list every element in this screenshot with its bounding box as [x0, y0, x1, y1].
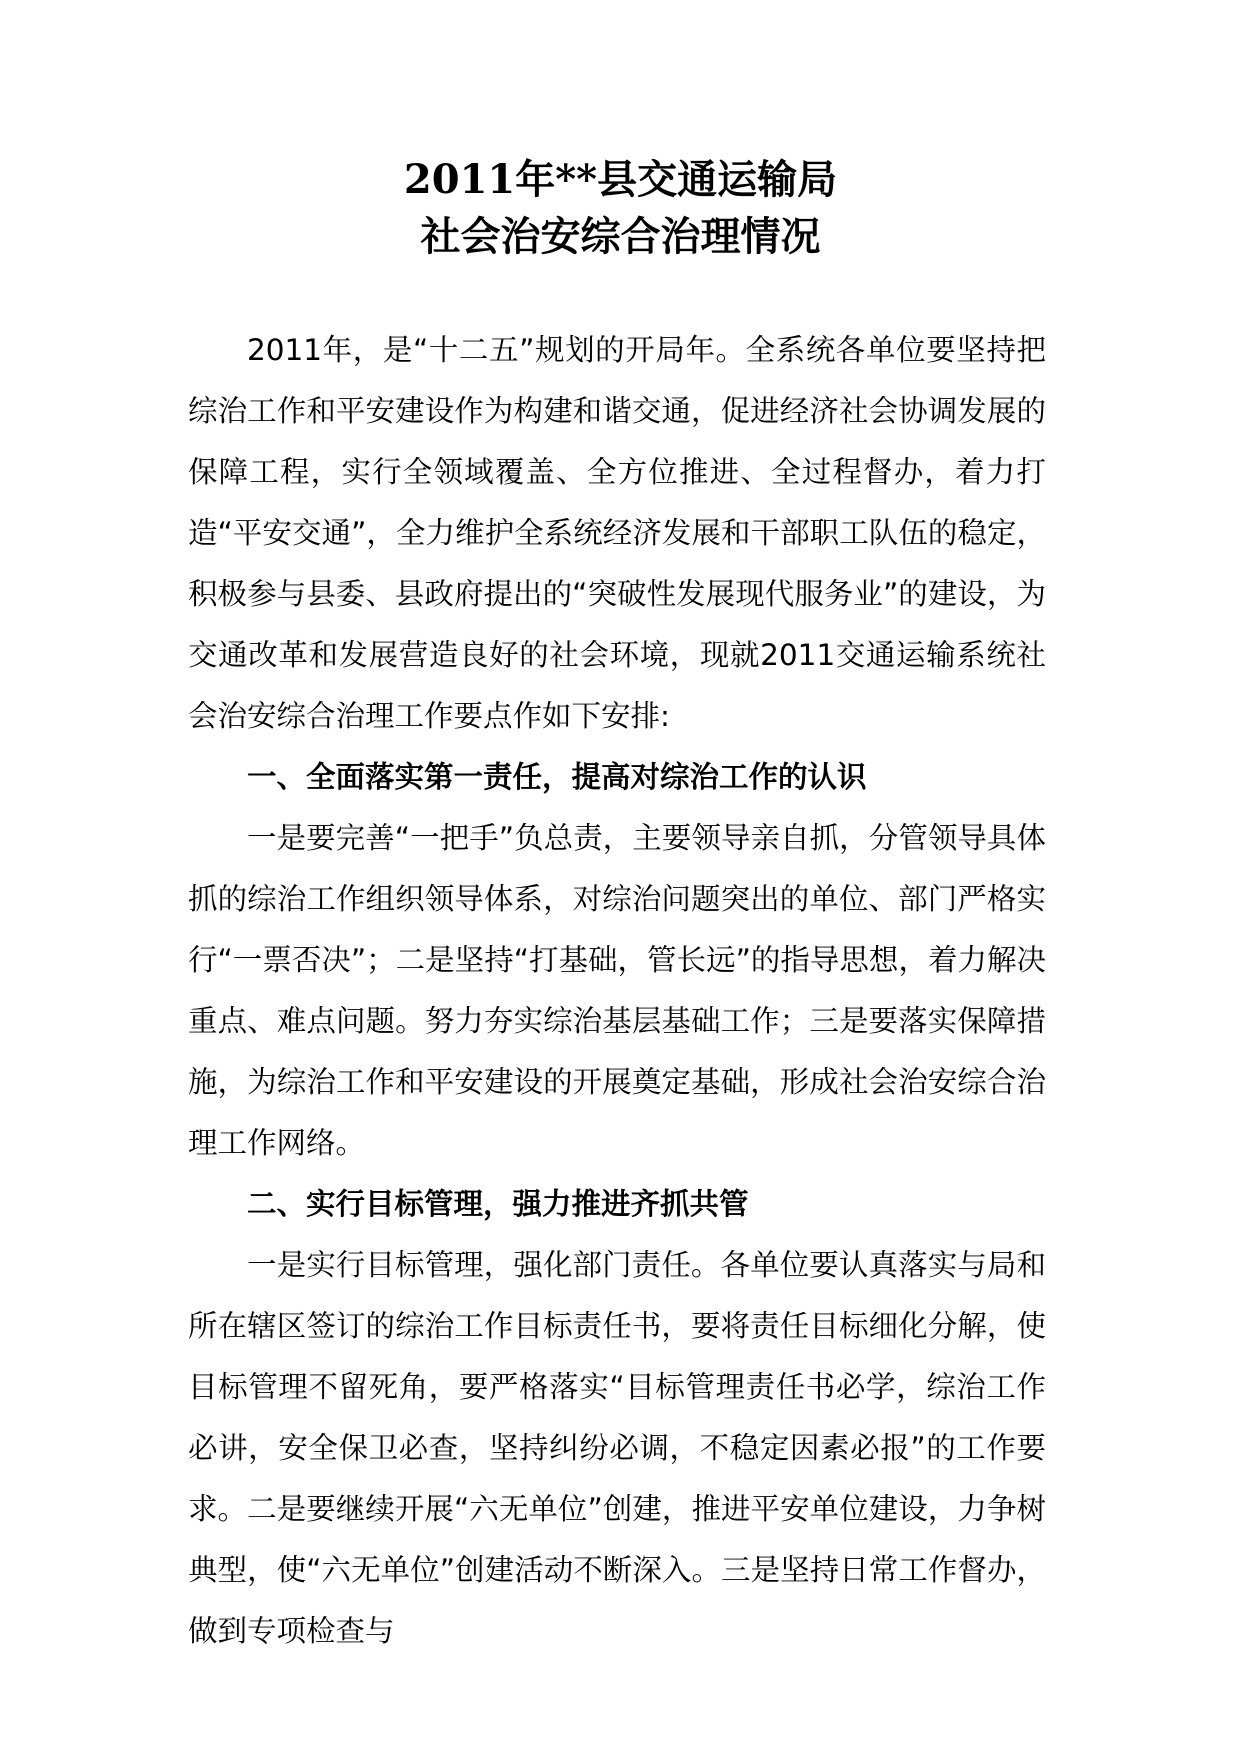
section-2-paragraph: 一是实行目标管理，强化部门责任。各单位要认真落实与局和所在辖区签订的综治工作目标责任书，要将责任目标细化分解，使目标管理不留死角，要严格落实“目标管理责任书必学，综治工作必讲，安全保卫必查，坚持纠纷必调，不稳定因素必报”的工作要求。二是要继续开展“六无单位”创建，推进平安单位建设，力争树典型，使“六无单位”创建活动不断深入。三是坚持日常工作督办，做到专项检查与: [188, 1248, 1046, 1648]
document-title-line-1: 2011年**县交通运输局: [403, 156, 838, 203]
document-body: [188, 320, 1046, 1662]
document-title-line-2: 社会治安综合治理情况: [420, 213, 821, 260]
section-1-paragraph: 一是要完善“一把手”负总责，主要领导亲自抓，分管领导具体抓的综治工作组织领导体系，对综治问题突出的单位、部门严格实行“一票否决”；二是坚持“打基础，管长远”的指导思想，着力解决重点、难点问题。努力夯实综治基层基础工作；三是要落实保障措施，为综治工作和平安建设的开展奠定基础，形成社会治安综合治理工作网络。: [188, 821, 1046, 1160]
intro-paragraph: 2011年，是“十二五”规划的开局年。全系统各单位要坚持把综治工作和平安建设作为构建和谐交通，促进经济社会协调发展的保障工程，实行全领域覆盖、全方位推进、全过程督办，着力打造“平安交通”，全力维护全系统经济发展和干部职工队伍的稳定，积极参与县委、县政府提出的“突破性发展现代服务业”的建设，为交通改革和发展营造良好的社会环境，现就2011交通运输系统社会治安综合治理工作要点作如下安排:: [188, 333, 1046, 733]
section-2-heading: 二、实行目标管理，强力推进齐抓共管: [247, 1187, 749, 1221]
section-1-heading: 一、全面落实第一责任，提高对综治工作的认识: [247, 760, 867, 794]
